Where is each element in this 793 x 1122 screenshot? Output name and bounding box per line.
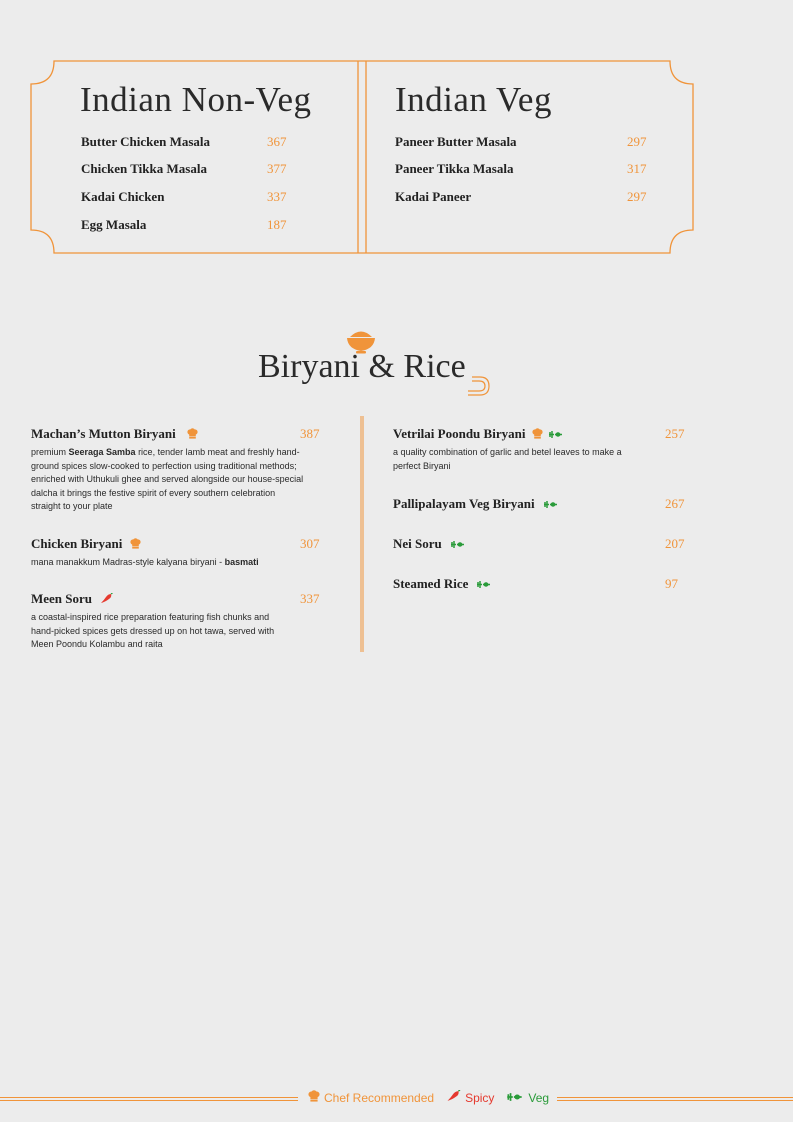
- veg-leaf-icon: [451, 537, 465, 553]
- menu-item-price: 337: [267, 189, 287, 204]
- menu-item-price: 367: [267, 134, 287, 149]
- biryani-item-price: 387: [300, 426, 320, 441]
- biryani-item-name: [31, 426, 198, 443]
- biryani-item-desc: a quality combination of garlic and betel leaves to make a perfect Biryani: [393, 447, 622, 471]
- veg-heading: Indian Veg: [395, 80, 552, 119]
- column-divider: [360, 416, 364, 652]
- biryani-item-name: [393, 496, 558, 513]
- legend: [308, 1090, 549, 1105]
- biryani-item-name: [393, 536, 465, 553]
- biryani-item-name: [31, 536, 141, 553]
- veg-leaf-icon: [477, 577, 491, 593]
- legend-spicy-label: Spicy: [465, 1090, 495, 1105]
- footer-rule-left: [0, 1097, 298, 1098]
- veg-leaf-icon: [549, 427, 563, 443]
- biryani-item-price: 97: [665, 576, 678, 591]
- veg-leaf-icon: [544, 497, 558, 513]
- menu-item-name: Kadai Paneer: [395, 189, 472, 204]
- chef-hat-icon: [532, 427, 543, 443]
- footer-rule-right-2: [557, 1100, 793, 1101]
- menu-item-name: Kadai Chicken: [81, 189, 165, 204]
- legend-veg-label: Veg: [528, 1090, 550, 1105]
- item-title: Pallipalayam Veg Biryani: [393, 496, 535, 511]
- menu-item-price: 297: [627, 189, 647, 204]
- menu-item-name: Chicken Tikka Masala: [81, 161, 207, 176]
- item-title: Chicken Biryani: [31, 536, 123, 551]
- biryani-item-desc: premium Seeraga Samba rice, tender lamb meat and freshly hand-ground spices slow-cooked to perfection using traditional methods; enriched with Uthukuli ghee and served alongside our house-special dalcha it brings the festive spirit of every southern celebration straight to your plate: [31, 447, 304, 511]
- biryani-item-name: [393, 576, 491, 593]
- menu-item-name: Butter Chicken Masala: [81, 134, 211, 149]
- menu-item-price: 297: [627, 134, 647, 149]
- footer-rule-left-2: [0, 1100, 298, 1101]
- veg-leaf-icon: [506, 1091, 524, 1105]
- menu-item-name: Paneer Butter Masala: [395, 134, 517, 149]
- chili-icon: [446, 1090, 461, 1105]
- biryani-item-price: 207: [665, 536, 685, 551]
- chef-hat-icon: [308, 1090, 320, 1105]
- menu-item-name: Egg Masala: [81, 217, 147, 232]
- biryani-item-desc: a coastal-inspired rice preparation featuring fish chunks and hand-picked spices gets dressed up on hot tawa, served with Meen Poondu Kolambu and raita: [31, 612, 275, 649]
- item-title: Machan’s Mutton Biryani: [31, 426, 176, 441]
- biryani-item-name: [393, 426, 563, 443]
- non-veg-heading: Indian Non-Veg: [80, 80, 312, 119]
- menu-item-price: 317: [627, 161, 647, 176]
- item-title: Vetrilai Poondu Biryani: [393, 426, 526, 441]
- menu-item-price: 187: [267, 217, 287, 232]
- item-title: Nei Soru: [393, 536, 442, 551]
- menu-item-name: Paneer Tikka Masala: [395, 161, 514, 176]
- section-title-biryani: Biryani & Rice: [258, 348, 466, 385]
- item-title: Meen Soru: [31, 591, 93, 606]
- legend-chef-label: Chef Recommended: [324, 1090, 435, 1105]
- decorative-swirl: [468, 366, 494, 398]
- biryani-item-name: [31, 591, 113, 608]
- chili-icon: [100, 592, 113, 608]
- biryani-item-price: 257: [665, 426, 685, 441]
- chef-hat-icon: [187, 427, 198, 443]
- chef-hat-icon: [130, 537, 141, 553]
- menu-item-price: 377: [267, 161, 287, 176]
- biryani-item-desc: mana manakkum Madras-style kalyana biryani - basmati: [31, 557, 259, 567]
- item-title: Steamed Rice: [393, 576, 469, 591]
- biryani-item-price: 337: [300, 591, 320, 606]
- biryani-item-price: 307: [300, 536, 320, 551]
- footer-rule-right: [557, 1097, 793, 1098]
- biryani-item-price: 267: [665, 496, 685, 511]
